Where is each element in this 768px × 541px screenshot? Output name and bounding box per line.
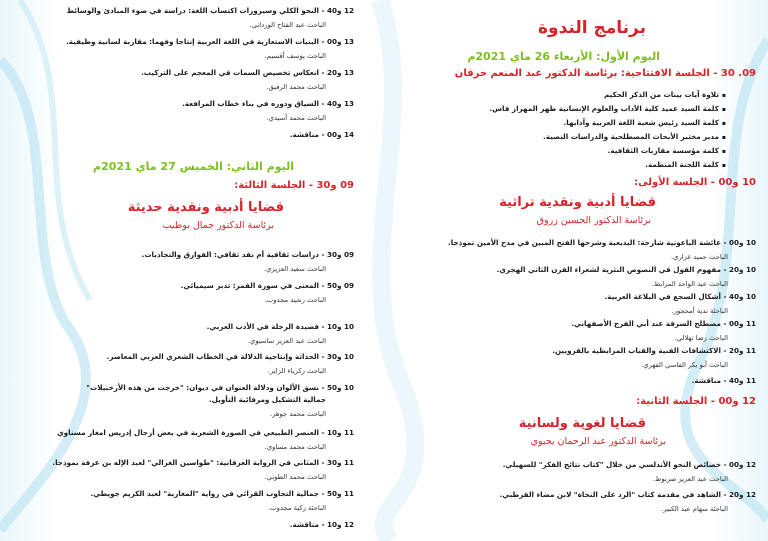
talk-title: 13 و40 - السياق ودوره في بناء خطاب المرافعة.: [182, 99, 354, 108]
right-column: [404, 0, 756, 541]
talk-title: 13 و00 - البنيات الاستعارية في اللغة العربية إنتاجا وفهما: مقاربة لسانية وظيفية.: [66, 37, 354, 46]
speaker: الباحثة ندية أمحجور.: [671, 307, 728, 315]
session-two-theme: قضايا لغوية ولسانية: [518, 416, 646, 431]
session-one-heading: 10 و00 - الجلسة الأولى:: [634, 177, 756, 188]
speaker: الباحث عبد العزيز صربوط.: [652, 475, 728, 483]
talk-title: 09 و30 - دراسات ثقافية أم نقد ثقافي: الفوارق والتجاذبات.: [141, 250, 354, 259]
opening-session-heading: 09. 30 - الجلسة الافتتاحية: برئاسة الدكتور عبد المنعم حرفان: [454, 68, 756, 79]
speaker: الباحث محمد جوهر.: [269, 410, 326, 418]
discussion: 14 و00 - مناقشة.: [289, 130, 354, 139]
talk-title: 11 و00 - مصطلح السرقة عند أبي الفرج الأصفهاني.: [571, 319, 756, 328]
speaker: الباحث عبد الفتاح الورداني.: [249, 21, 326, 29]
opening-item: ▪ كلمة اللجنة المنظمة.: [645, 160, 726, 170]
speaker: الباحث محمد مساوي.: [264, 443, 326, 451]
speaker: الباحث محمد الطوبي.: [264, 473, 326, 481]
speaker: الباحث عبد الواحد المرابط.: [651, 280, 728, 288]
day-two-heading: اليوم الثاني: الخميس 27 ماي 2021م: [93, 160, 294, 173]
speaker: الباحث رشيد مجدوب.: [264, 296, 326, 304]
talk-title: 09 و50 - المعنى في سورة القمر: تدبر سيميائي.: [180, 281, 354, 290]
talk-title: 11 و30 - المثاني في الرواية العرفانية: "طواسين الغزالي" لعبد الإله بن عرفة نموذجا.: [52, 458, 354, 467]
program-title: برنامج الندوة: [538, 18, 646, 38]
talk-title: 10 و10 - قصيدة الرحلة في الأدب العربي.: [206, 322, 354, 331]
talk-title: 10 و40 - أشكال السجع في البلاغة العربية.: [604, 292, 756, 301]
talk-title-continued: جمالية التشكيل ومرفائية التأويل.: [208, 395, 326, 404]
opening-item: ▪ كلمة السيد رئيس شعبة اللغة العربية وآدابها.: [564, 118, 726, 128]
speaker: الباحث حميد غزاري.: [671, 253, 728, 261]
session-two-chair: برئاسة الدكتور عبد الرحمان يجيوي: [530, 436, 666, 447]
speaker: الباحثة زكية مجدوب.: [268, 504, 326, 512]
talk-title: 10 و50 - نسق الألوان ودلالة العنوان في ديوان: "خرجت من هذه الأرخبيلات": [86, 383, 354, 392]
talk-title: 10 و20 - مفهوم القول في النصوص النثرية لشعراء القرن الثاني الهجري.: [496, 265, 756, 274]
opening-item: ▪ كلمة السيد عميد كلية الآداب والعلوم الإنسانية ظهر المهراز فاس.: [489, 104, 726, 114]
speaker: الباحث سعيد العزيزي.: [264, 265, 326, 273]
opening-item: ▪ تلاوة آيات بينات من الذكر الحكيم: [604, 90, 726, 100]
session-one-chair: برئاسة الدكتور الحسين زروق: [536, 215, 651, 226]
session-one-theme: قضايا أدبية ونقدية تراثية: [499, 195, 656, 210]
speaker: الباحث أبو بكر الفاسي الفهري.: [641, 361, 728, 369]
left-column: [14, 0, 354, 541]
discussion: 12 و10 - مناقشة.: [289, 520, 354, 529]
talk-title: 12 و00 - خصائص النحو الأندلسي من خلال "كتاب نتائج الفكر" للسهيلي.: [502, 460, 756, 469]
speaker: الباحث محمد أسيدي.: [266, 114, 326, 122]
session-three-theme: قضايا أدبية ونقدية حديثة: [127, 200, 284, 215]
speaker: الباحث محمد الرفيق.: [266, 83, 326, 91]
talk-title: 10 و00 - عائشة الباعونية شارحة: البديعية وشرحها الفتح المبين في مدح الأمين نموذجا.: [448, 238, 756, 247]
talk-title: 11 و50 - جمالية التجاوب القرائي في رواية "المغاربة" لعبد الكريم جويطي.: [90, 489, 354, 498]
talk-title: 11 و20 - الاكتشافات الفنية والقباب المرابطية بالقرويين.: [552, 346, 756, 355]
opening-item: ▪ كلمة مؤسسة مقاربات الثقافية.: [608, 146, 726, 156]
talk-title: 12 و40 - النحو الكلي وسيرورات اكتساب اللغة: دراسة في ضوء المبادئ والوسائط: [66, 6, 354, 15]
session-two-heading: 12 و00 - الجلسة الثانية:: [636, 396, 756, 407]
speaker: الباحث يوسف أقسيم.: [264, 52, 326, 60]
speaker: الباحث زكرياء الزاير.: [267, 367, 326, 375]
session-three-chair: برئاسة الدكتور جمال بوطيب: [162, 220, 274, 231]
talk-title: 13 و20 - انعكاس تخصيص السمات في المعجم على التركيب.: [141, 68, 354, 77]
speaker: الباحث رضا تهلالي.: [674, 334, 728, 342]
day-one-heading: اليوم الأول: الأربعاء 26 ماي 2021م: [467, 50, 660, 63]
session-three-heading: 09 و30 - الجلسة الثالثة:: [234, 180, 354, 191]
talk-title: 11 و10 - العنصر الطبيعي في الصورة الشعرية في بعض أزجال إدريس امغار مسناوي: [57, 428, 354, 437]
discussion: 11 و40 - مناقشة.: [691, 376, 756, 385]
talk-title: 12 و20 - الشاهد في مقدمة كتاب "الرد على النحاة" لابن مضاء القرطبي.: [499, 490, 756, 499]
speaker: الباحث عبد العزيز ساسيوي.: [247, 337, 326, 345]
opening-item: ▪ مدير مختبر الأبحاث المصطلحية والدراسات النصية.: [543, 132, 726, 142]
speaker: الباحثة سهام عبد الكبير.: [661, 505, 728, 513]
talk-title: 10 و30 - الحداثة وإنتاجية الدلالة في الخطاب الشعري العربي المعاصر.: [106, 352, 354, 361]
